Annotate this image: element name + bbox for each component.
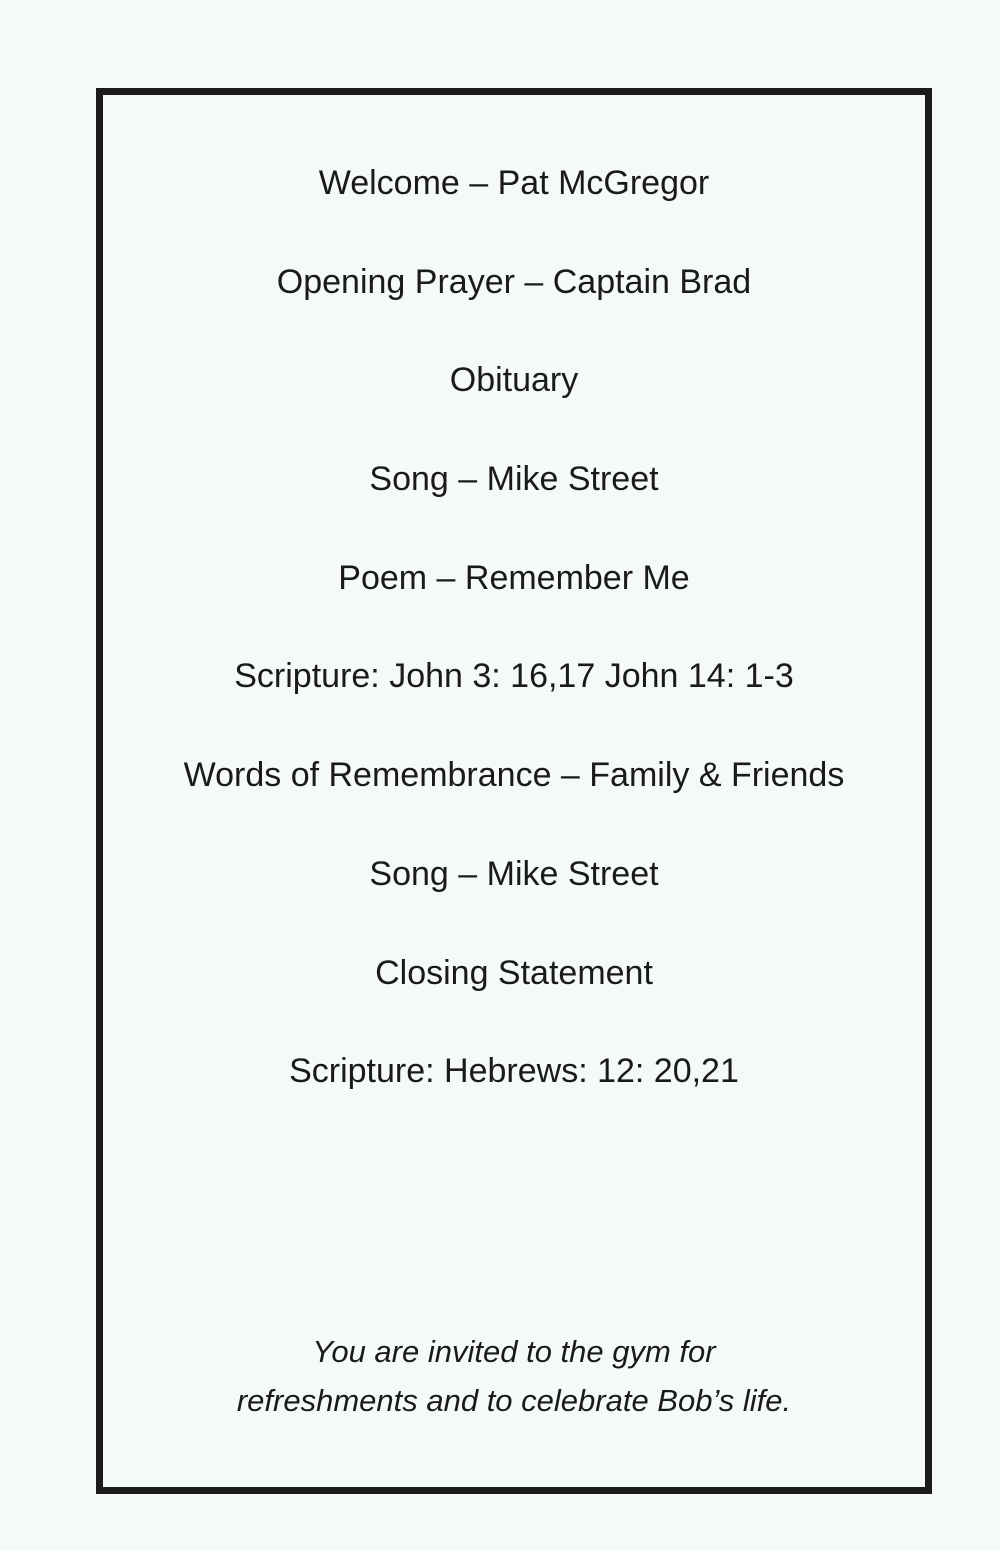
invitation-line: refreshments and to celebrate Bob’s life. xyxy=(236,1383,792,1418)
program-item-scripture: Scripture: Hebrews: 12: 20,21 xyxy=(289,1052,739,1090)
program-item-closing-statement: Closing Statement xyxy=(375,954,653,992)
program-item-poem: Poem – Remember Me xyxy=(338,559,690,597)
program-border-frame xyxy=(96,88,932,1494)
program-item-words-of-remembrance: Words of Remembrance – Family & Friends xyxy=(183,756,845,794)
program-item-song: Song – Mike Street xyxy=(369,855,659,893)
program-item-song: Song – Mike Street xyxy=(369,460,659,498)
program-item-scripture: Scripture: John 3: 16,17 John 14: 1-3 xyxy=(234,657,794,695)
invitation-note xyxy=(103,1327,925,1425)
program-item-opening-prayer: Opening Prayer – Captain Brad xyxy=(276,263,752,301)
order-of-service xyxy=(103,95,925,1487)
invitation-line: You are invited to the gym for xyxy=(312,1334,716,1369)
program-item-welcome: Welcome – Pat McGregor xyxy=(318,164,710,202)
program-item-obituary: Obituary xyxy=(449,361,579,399)
